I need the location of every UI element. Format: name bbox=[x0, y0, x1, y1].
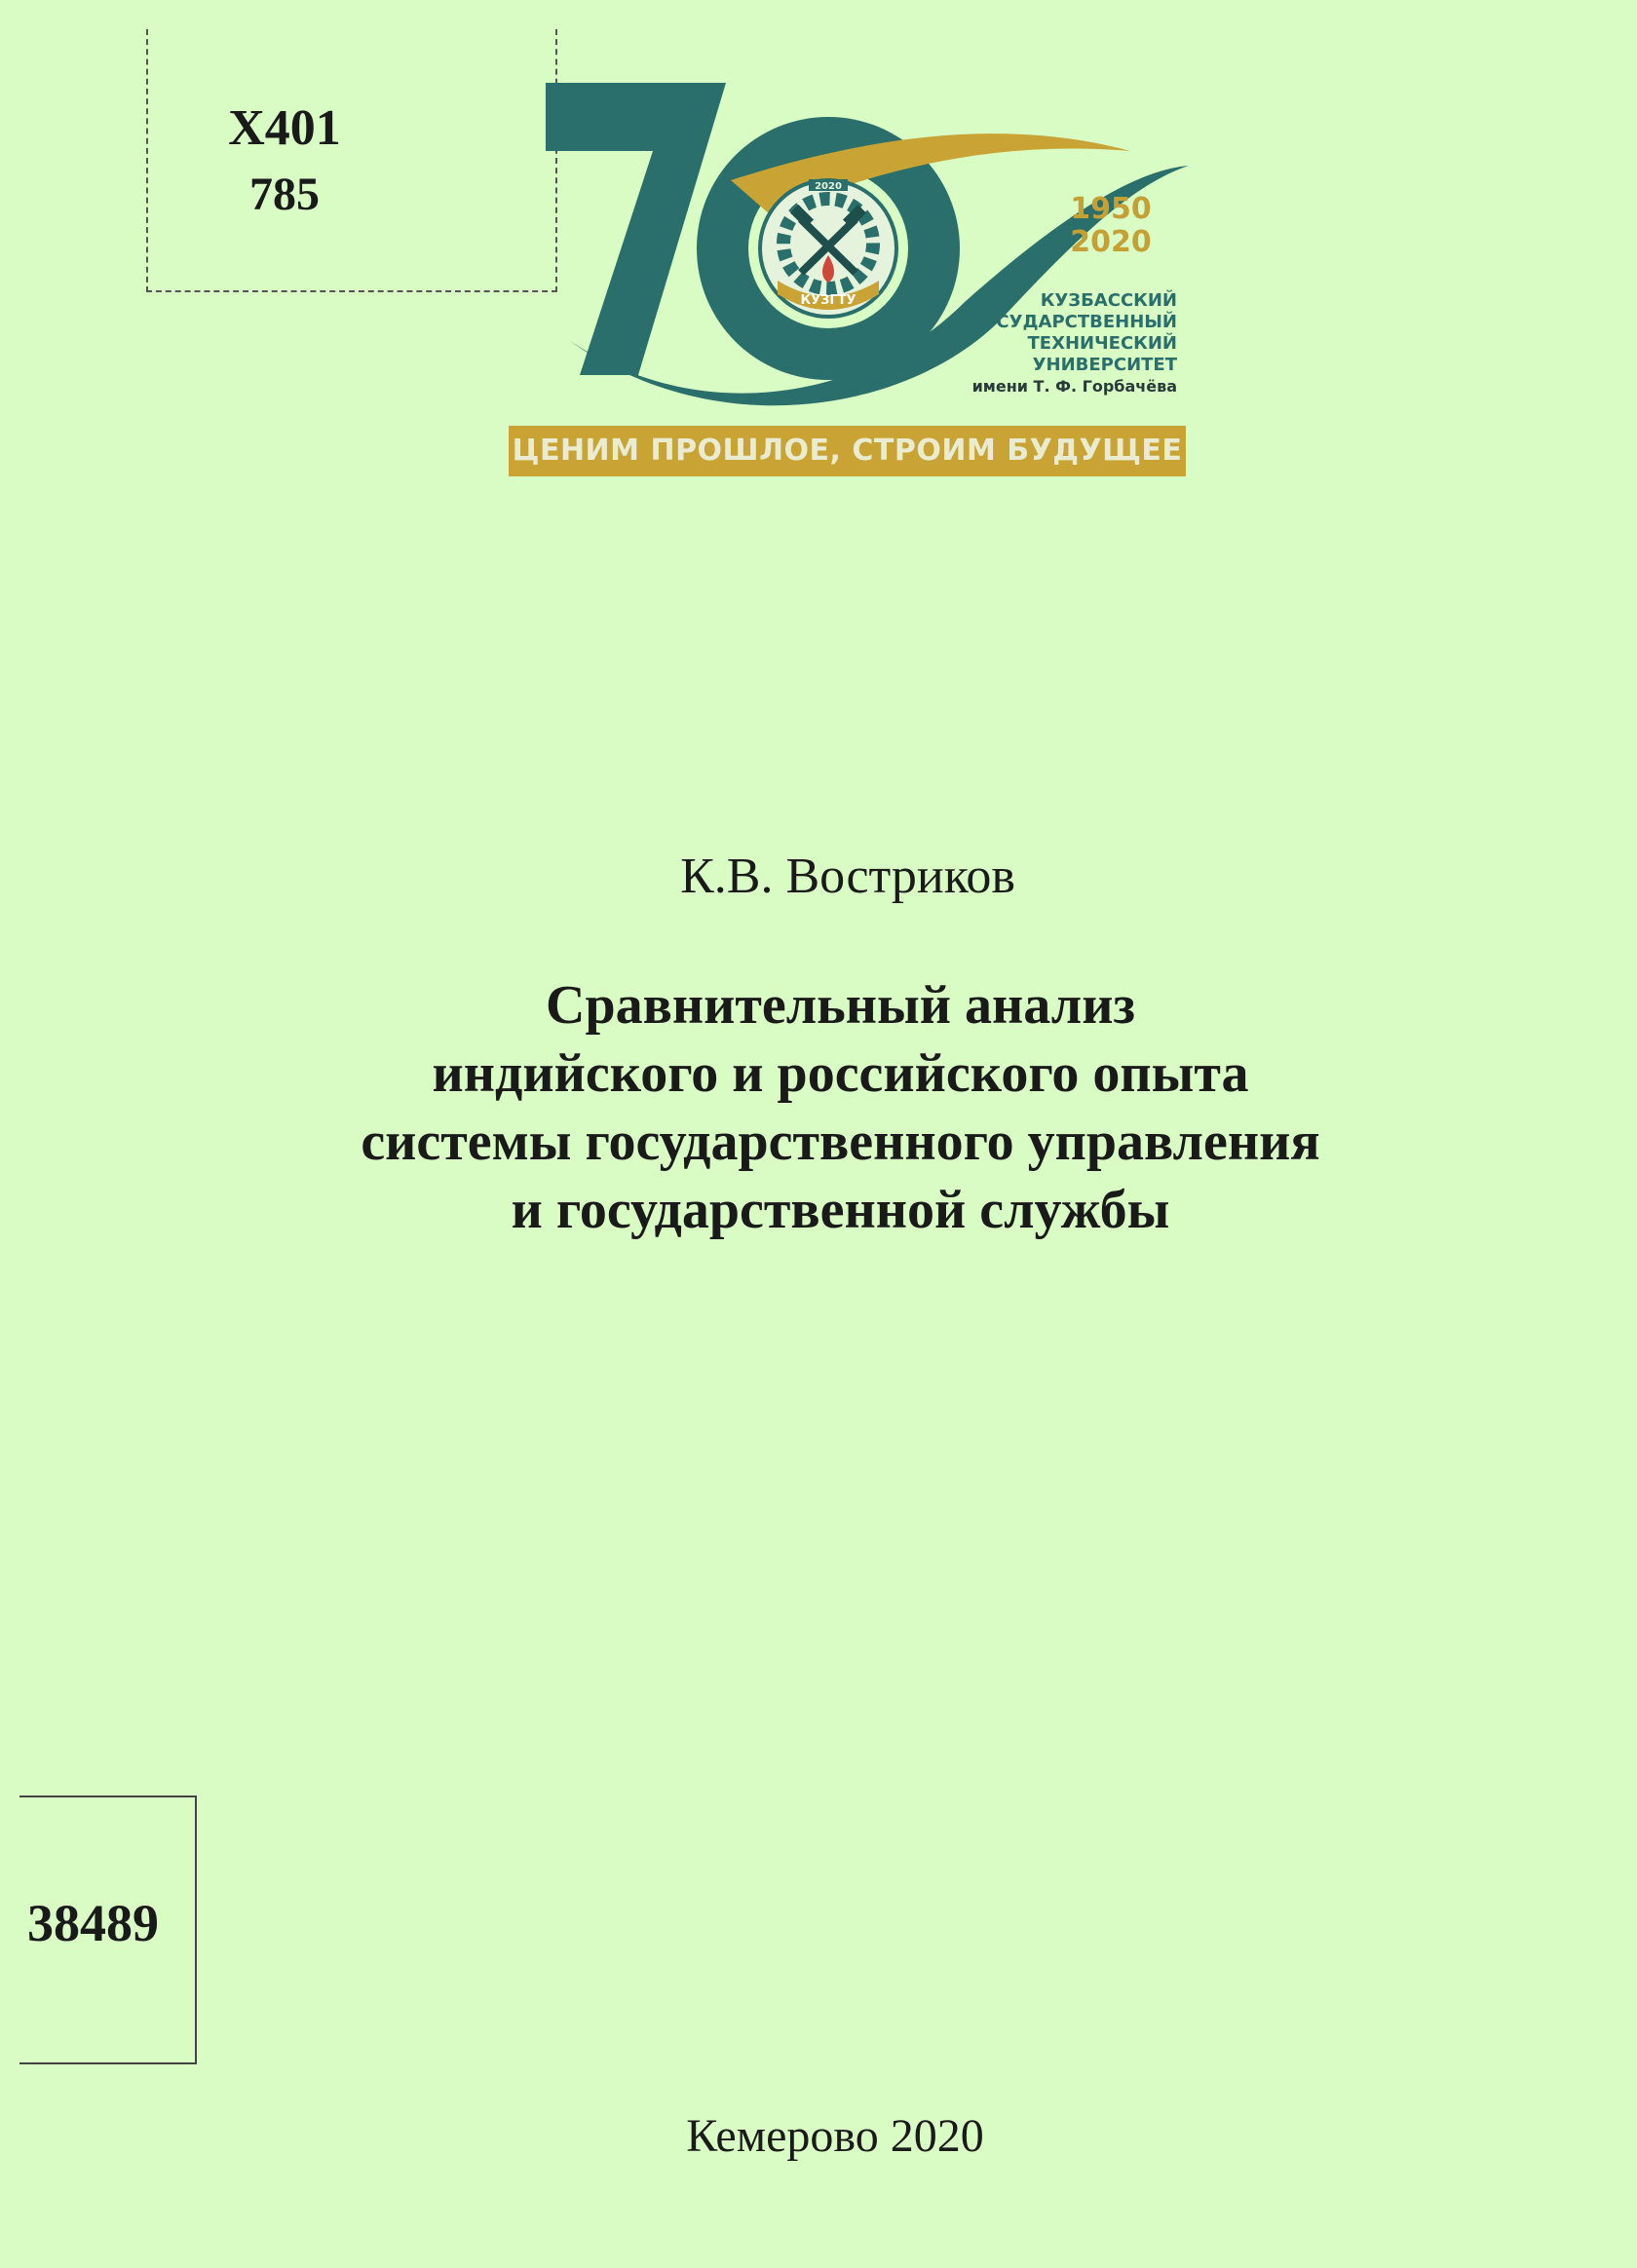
university-line: УНИВЕРСИТЕТ bbox=[1032, 355, 1177, 375]
inventory-number-box bbox=[19, 1796, 197, 2064]
title-line: и государственной службы bbox=[511, 1180, 1170, 1240]
slogan-banner: ЦЕНИМ ПРОШЛОЕ, СТРОИМ БУДУЩЕЕ bbox=[509, 426, 1186, 476]
book-title bbox=[0, 971, 1637, 1244]
title-line: системы государственного управления bbox=[361, 1112, 1320, 1172]
university-name bbox=[935, 290, 1177, 397]
shelf-mark-line-2: 785 bbox=[249, 169, 320, 220]
imprint: Кемерово 2020 bbox=[686, 2110, 984, 2162]
logo-year-end: 2020 bbox=[1070, 225, 1152, 259]
logo-years bbox=[1057, 193, 1164, 259]
anniversary-logo bbox=[546, 78, 1199, 468]
inventory-number: 38489 bbox=[27, 1894, 159, 1952]
shelf-mark-line-1: Х401 bbox=[228, 100, 341, 156]
title-line: индийского и российского опыта bbox=[432, 1043, 1249, 1104]
university-line: ГОСУДАРСТВЕННЫЙ bbox=[970, 312, 1177, 332]
shelf-mark-box bbox=[146, 29, 557, 292]
logo-graphic bbox=[546, 78, 1199, 468]
university-line: КУЗБАССКИЙ bbox=[1040, 290, 1177, 311]
logo-year-start: 1950 bbox=[1070, 192, 1152, 226]
gear-emblem-icon bbox=[760, 179, 896, 317]
badge-text: КУЗГТУ bbox=[800, 293, 857, 308]
badge-year: 2020 bbox=[815, 181, 842, 192]
university-named-after: имени Т. Ф. Горбачёва bbox=[971, 377, 1177, 396]
author-name: К.В. Востриков bbox=[680, 849, 1015, 904]
title-line: Сравнительный анализ bbox=[546, 975, 1135, 1036]
university-line: ТЕХНИЧЕСКИЙ bbox=[1027, 333, 1177, 354]
